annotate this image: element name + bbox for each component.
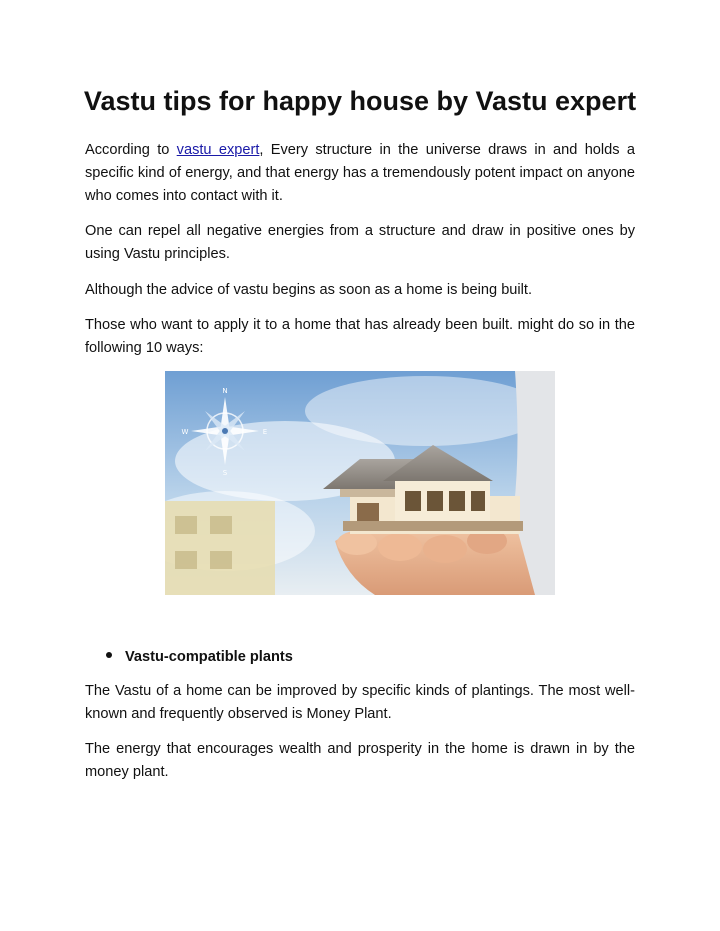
vastu-expert-link[interactable]: vastu expert (176, 142, 260, 158)
bullet-item (106, 646, 293, 668)
bullet-dot-icon (106, 652, 112, 658)
paragraph-ways: Those who want to apply it to a home that has already been built. might do so in the following 10 ways: (85, 317, 635, 356)
bullet-text: Vastu-compatible plants (125, 649, 293, 665)
intro-text-before: According to (85, 142, 177, 158)
paragraph-plantings: The Vastu of a home can be improved by specific kinds of plantings. The most well-known and frequently observed is Money Plant. (85, 683, 635, 722)
compass-letter-e: E (262, 428, 268, 436)
intro-paragraph (85, 139, 635, 208)
page-title: Vastu tips for happy house by Vastu expert (83, 86, 637, 116)
house-illustration (165, 371, 555, 595)
compass-letter-w: W (181, 428, 189, 436)
intro-text-after: , Every structure in the universe draws in and holds a specific kind of energy, and that energy has a tremendously potent impact on anyone who comes into contact with it. (85, 142, 635, 204)
compass-letter-n: N (222, 387, 228, 395)
compass-letter-s: S (222, 469, 228, 477)
house-in-hand-image (165, 371, 555, 595)
paragraph-money-plant: The energy that encourages wealth and prosperity in the home is drawn in by the money plant. (85, 741, 635, 780)
paragraph-advice: Although the advice of vastu begins as soon as a home is being built. (85, 282, 533, 298)
paragraph-repel: One can repel all negative energies from a structure and draw in positive ones by using Vastu principles. (85, 223, 635, 262)
